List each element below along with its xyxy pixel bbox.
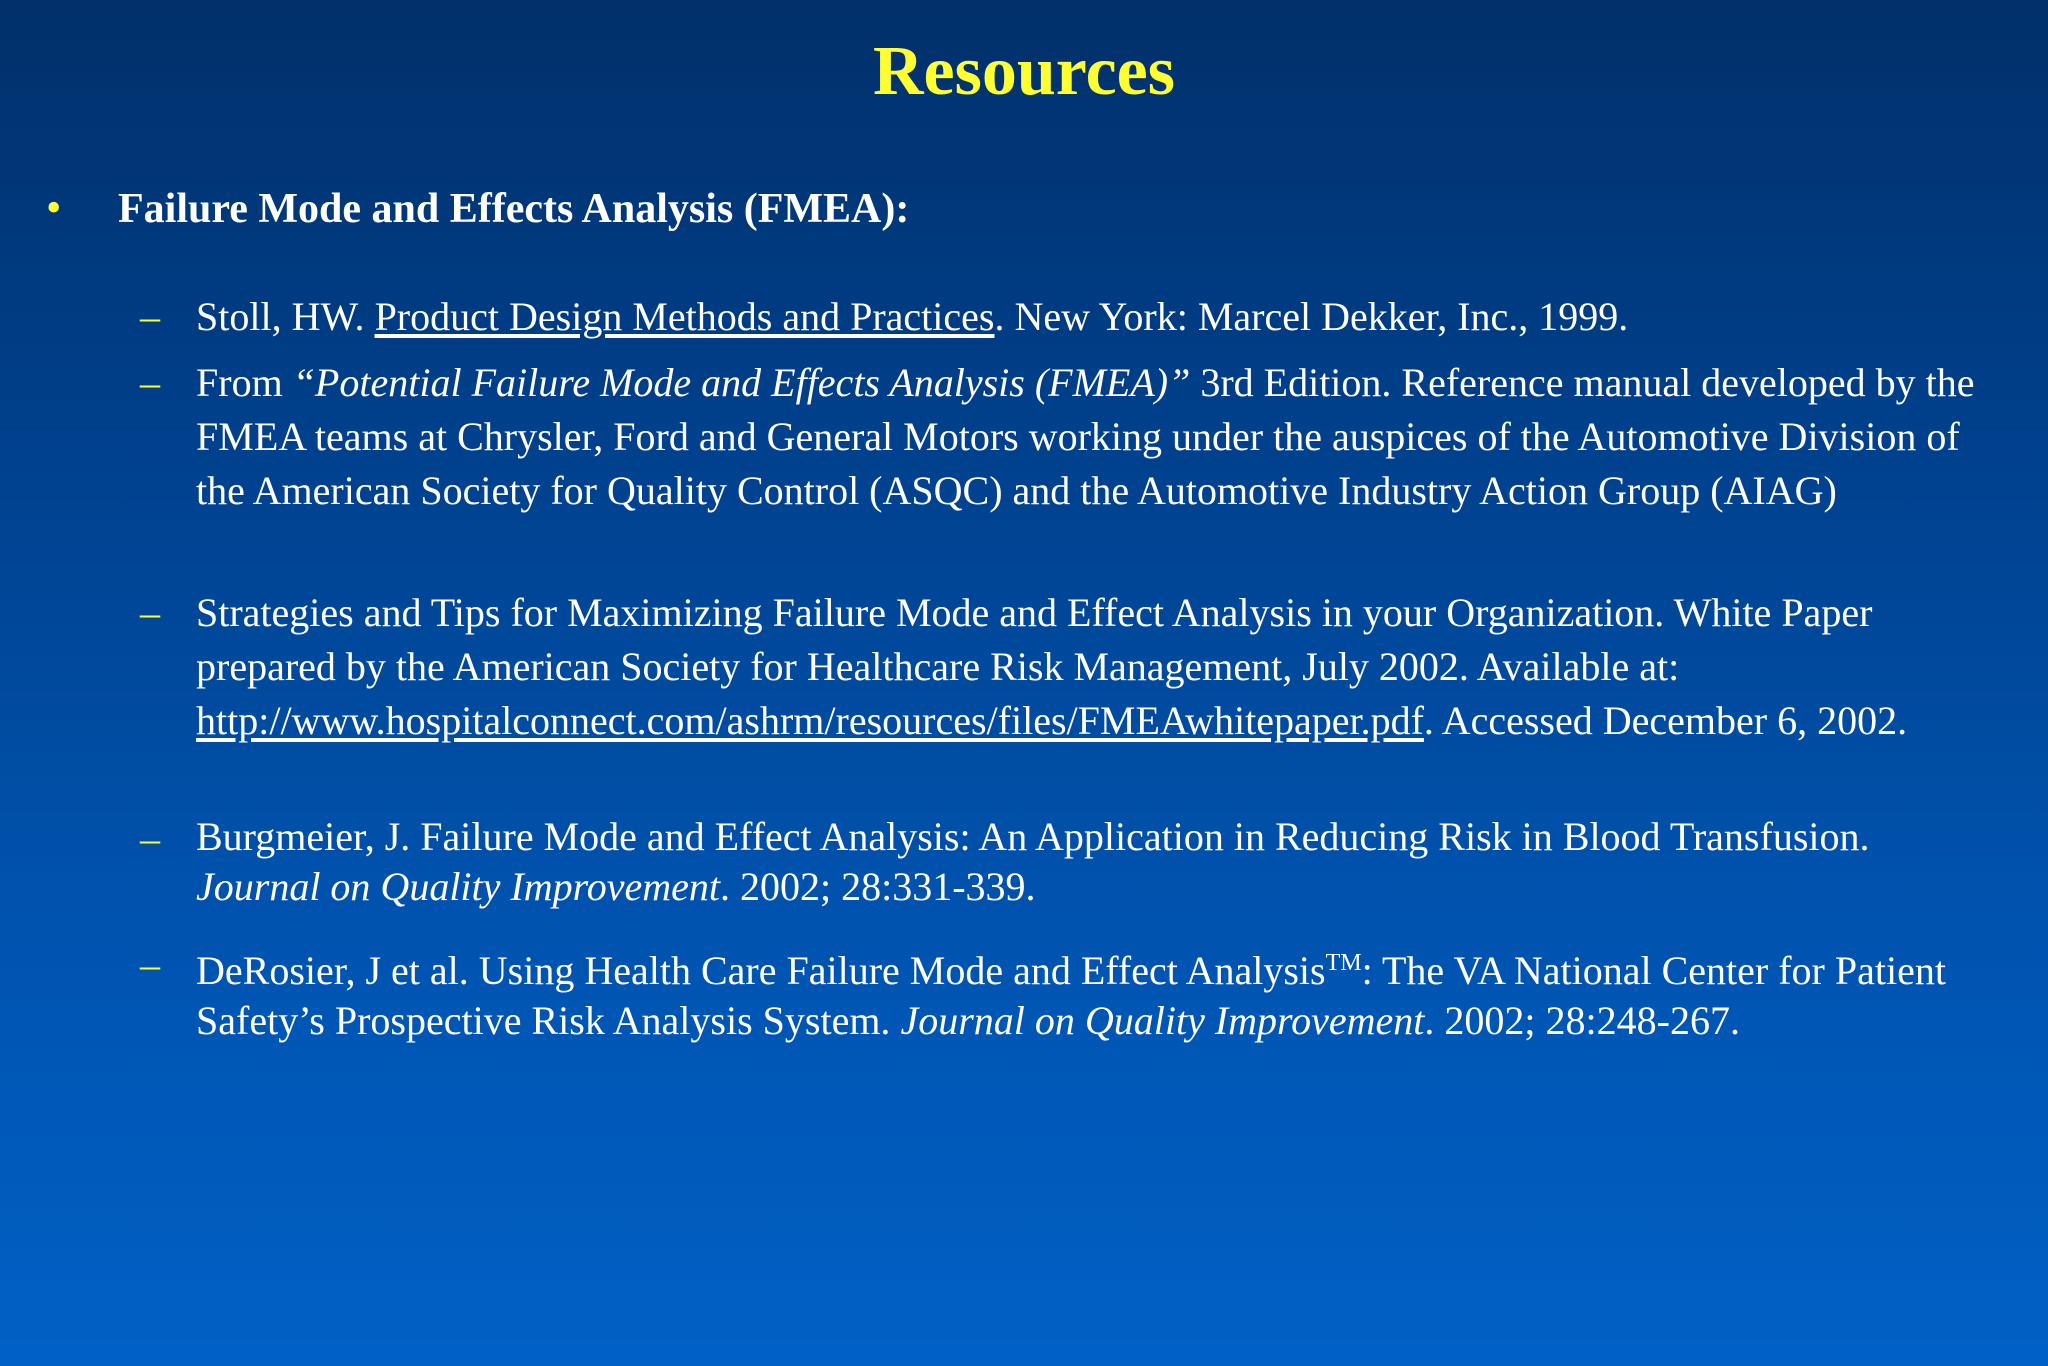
- reference-item-ashrm-whitepaper: [140, 586, 2000, 748]
- slide-title: Resources: [873, 33, 1175, 110]
- reference-subtitle: : The VA National Center for Patient Safety’s Prospective Risk Analysis System.: [196, 948, 1946, 1043]
- bullet-icon: •: [46, 183, 62, 232]
- reference-text: [196, 586, 1996, 748]
- reference-item-stoll: [140, 290, 2000, 344]
- reference-item-derosier: [140, 938, 2000, 1046]
- dash-icon: –: [140, 942, 160, 987]
- journal-title: Journal on Quality Improvement: [900, 998, 1425, 1043]
- trademark-mark: TM: [1325, 950, 1362, 976]
- dash-icon: –: [140, 816, 160, 861]
- reference-accessed: . Accessed December 6, 2002.: [1423, 698, 1908, 743]
- reference-citation: . 2002; 28:331-339.: [719, 864, 1036, 909]
- section-bullet-row: [46, 180, 909, 237]
- book-title: Product Design Methods and Practices: [374, 294, 995, 339]
- reference-text: [196, 812, 1996, 912]
- dash-icon: –: [140, 294, 160, 339]
- journal-title: Journal on Quality Improvement: [196, 864, 720, 909]
- dash-icon: –: [140, 360, 160, 405]
- reference-text: [196, 290, 1996, 344]
- reference-description: Burgmeier, J. Failure Mode and Effect Analysis: An Application in Reducing Risk in Blood Transfusion.: [196, 814, 1870, 859]
- reference-item-fmea-manual: [140, 356, 2000, 518]
- reference-text: [196, 938, 1996, 1046]
- reference-author: Stoll, HW.: [196, 294, 375, 339]
- reference-description: Strategies and Tips for Maximizing Failure Mode and Effect Analysis in your Organization. White Paper prepared by the American Society for Healthcare Risk Management, July 2002. Available at:: [196, 590, 1873, 689]
- reference-item-burgmeier: [140, 812, 2000, 912]
- reference-description: DeRosier, J et al. Using Health Care Failure Mode and Effect Analysis: [196, 948, 1326, 993]
- dash-icon: –: [140, 590, 160, 635]
- reference-text: [196, 356, 1996, 518]
- reference-description: 3rd Edition. Reference manual developed by the FMEA teams at Chrysler, Ford and General Motors working under the auspices of the Automotive Division of the American Society for Quality Control (ASQC) and the Automotive Industry Action Group (AIAG): [196, 360, 1975, 513]
- reference-publication: . New York: Marcel Dekker, Inc., 1999.: [994, 294, 1629, 339]
- quoted-title: “Potential Failure Mode and Effects Analysis (FMEA)”: [292, 360, 1191, 405]
- section-heading: Failure Mode and Effects Analysis (FMEA):: [118, 186, 910, 232]
- reference-prefix: From: [196, 360, 293, 405]
- whitepaper-link[interactable]: http://www.hospitalconnect.com/ashrm/resources/files/FMEAwhitepaper.pdf: [196, 698, 1424, 743]
- reference-citation: . 2002; 28:248-267.: [1424, 998, 1740, 1043]
